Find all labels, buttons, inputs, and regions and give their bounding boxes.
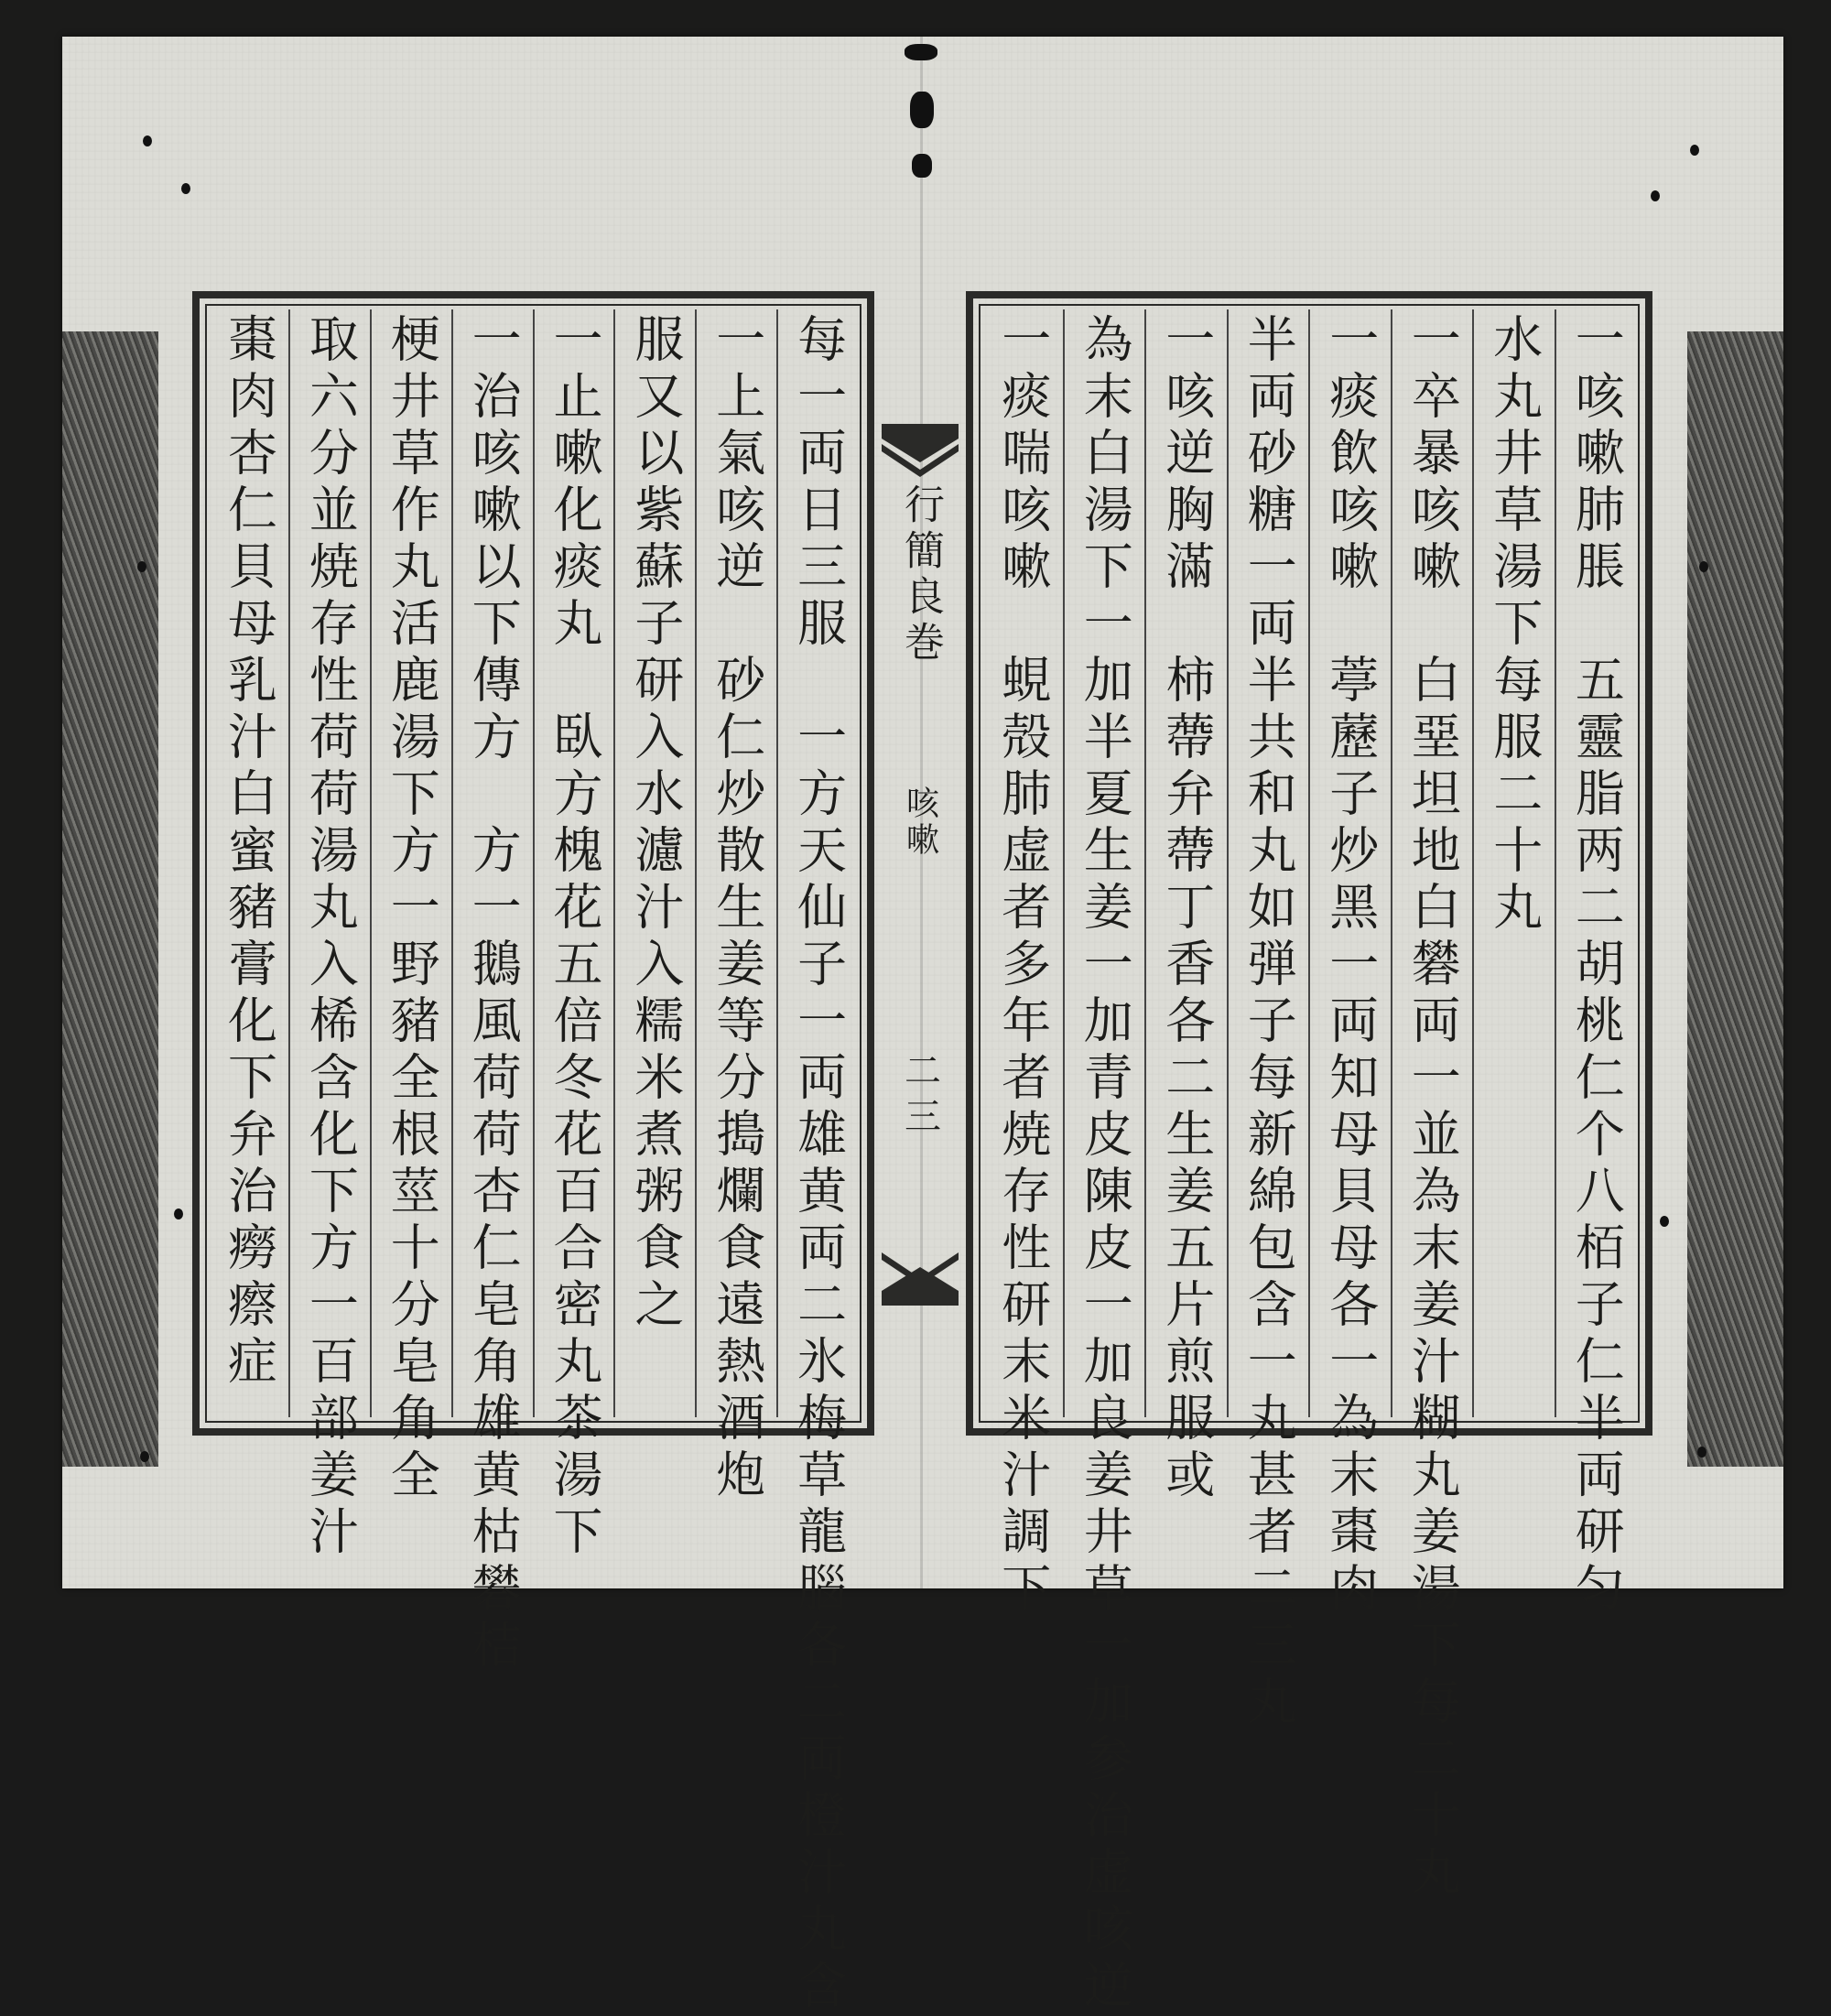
stitch-hole bbox=[140, 1451, 149, 1462]
text-column bbox=[451, 309, 533, 1675]
ink-blot bbox=[905, 44, 937, 60]
column-text: 一卒暴咳嗽 白堊坦地白礬両一並為末姜汁糊丸姜湯下每二十丸 bbox=[1403, 313, 1462, 1902]
stitch-hole bbox=[1697, 1447, 1706, 1458]
right-page-columns bbox=[982, 309, 1636, 2016]
column-text: 每一両日三服 一方天仙子一両雄黄両二氷梅草龍腦各二両橙汁丸含 bbox=[789, 313, 848, 2016]
stitch-hole bbox=[1690, 145, 1699, 156]
left-page-frame bbox=[192, 291, 874, 2016]
text-column bbox=[1555, 309, 1637, 1619]
column-text: 一上氣咳逆 砂仁炒散生姜等分搗爛食遠熱酒炮 bbox=[708, 313, 766, 1505]
column-text: 水丸井草湯下每服二十丸 bbox=[1485, 313, 1544, 938]
text-column bbox=[613, 309, 695, 1417]
ink-blot bbox=[912, 154, 932, 178]
text-column bbox=[982, 309, 1063, 1619]
text-column bbox=[288, 309, 370, 1562]
fish-tail-mark-top bbox=[882, 424, 959, 477]
right-page-frame bbox=[966, 291, 1652, 2016]
text-column bbox=[370, 309, 451, 1505]
text-column bbox=[1227, 309, 1309, 1732]
column-text: 一咳嗽肺脹 五靈脂两二胡桃仁个八栢子仁半両研匀 bbox=[1567, 313, 1626, 1619]
text-column bbox=[1063, 309, 1145, 2016]
fish-tail-mark-bottom bbox=[882, 1252, 959, 1306]
section-title: 咳嗽 bbox=[901, 786, 939, 859]
column-text: 為末白湯下一加半夏生姜一加青皮陳皮一加良姜井草一加参治虚咳逆 bbox=[1076, 313, 1134, 2016]
column-text: 一治咳嗽以下傳方 方一鵝風荷荷杏仁皂角雄黄枯礬桔 bbox=[464, 313, 523, 1675]
column-text: 一止嗽化痰丸 臥方槐花五倍冬花百合密丸茶湯下 bbox=[545, 313, 603, 1562]
page-number: 二三 bbox=[898, 1051, 941, 1143]
stitch-hole bbox=[181, 183, 190, 194]
column-text: 一痰喘咳嗽 蜆殻肺虚者多年者焼存性研末米汁調下 bbox=[993, 313, 1052, 1619]
stitch-hole bbox=[143, 135, 152, 146]
text-column bbox=[776, 309, 858, 2016]
stitch-hole bbox=[174, 1209, 183, 1219]
ink-blot bbox=[910, 92, 934, 128]
column-text: 取六分並焼存性荷荷湯丸入桸含化下方一百部姜汁 bbox=[301, 313, 360, 1562]
column-text: 棗肉杏仁貝母乳汁白蜜豬膏化下弁治癆瘵症 bbox=[220, 313, 278, 1392]
stitch-hole bbox=[1699, 561, 1708, 572]
stitch-hole bbox=[137, 561, 146, 572]
text-column bbox=[1391, 309, 1473, 1902]
ink-smudge-right bbox=[1687, 331, 1783, 1467]
text-column bbox=[1144, 309, 1227, 1505]
column-text: 服又以紫蘇子研入水濾汁入糯米煮粥食之 bbox=[626, 313, 685, 1335]
center-gutter bbox=[874, 291, 966, 1436]
column-text: 一咳逆胸滿 柿蔕弁蔕丁香各二生姜五片煎服或 bbox=[1157, 313, 1216, 1505]
stitch-hole bbox=[1660, 1216, 1669, 1227]
ink-smudge-left bbox=[62, 331, 158, 1467]
text-column bbox=[209, 309, 288, 1417]
text-column bbox=[533, 309, 614, 1562]
column-text: 半両砂糖一両半共和丸如弾子每新綿包含一丸甚者二三丸 bbox=[1240, 313, 1298, 1732]
column-text: 一痰飲咳嗽 葶藶子炒黑一両知母貝母各一為末棗肉 bbox=[1321, 313, 1380, 1619]
text-column bbox=[1472, 309, 1555, 1417]
book-title: 行簡良巻 bbox=[897, 483, 944, 667]
text-column bbox=[1308, 309, 1391, 1619]
stitch-hole bbox=[1651, 190, 1660, 201]
left-page-columns bbox=[209, 309, 858, 2016]
text-column bbox=[695, 309, 776, 1505]
column-text: 梗井草作丸活鹿湯下方一野豬全根莖十分皂角全 bbox=[383, 313, 441, 1505]
